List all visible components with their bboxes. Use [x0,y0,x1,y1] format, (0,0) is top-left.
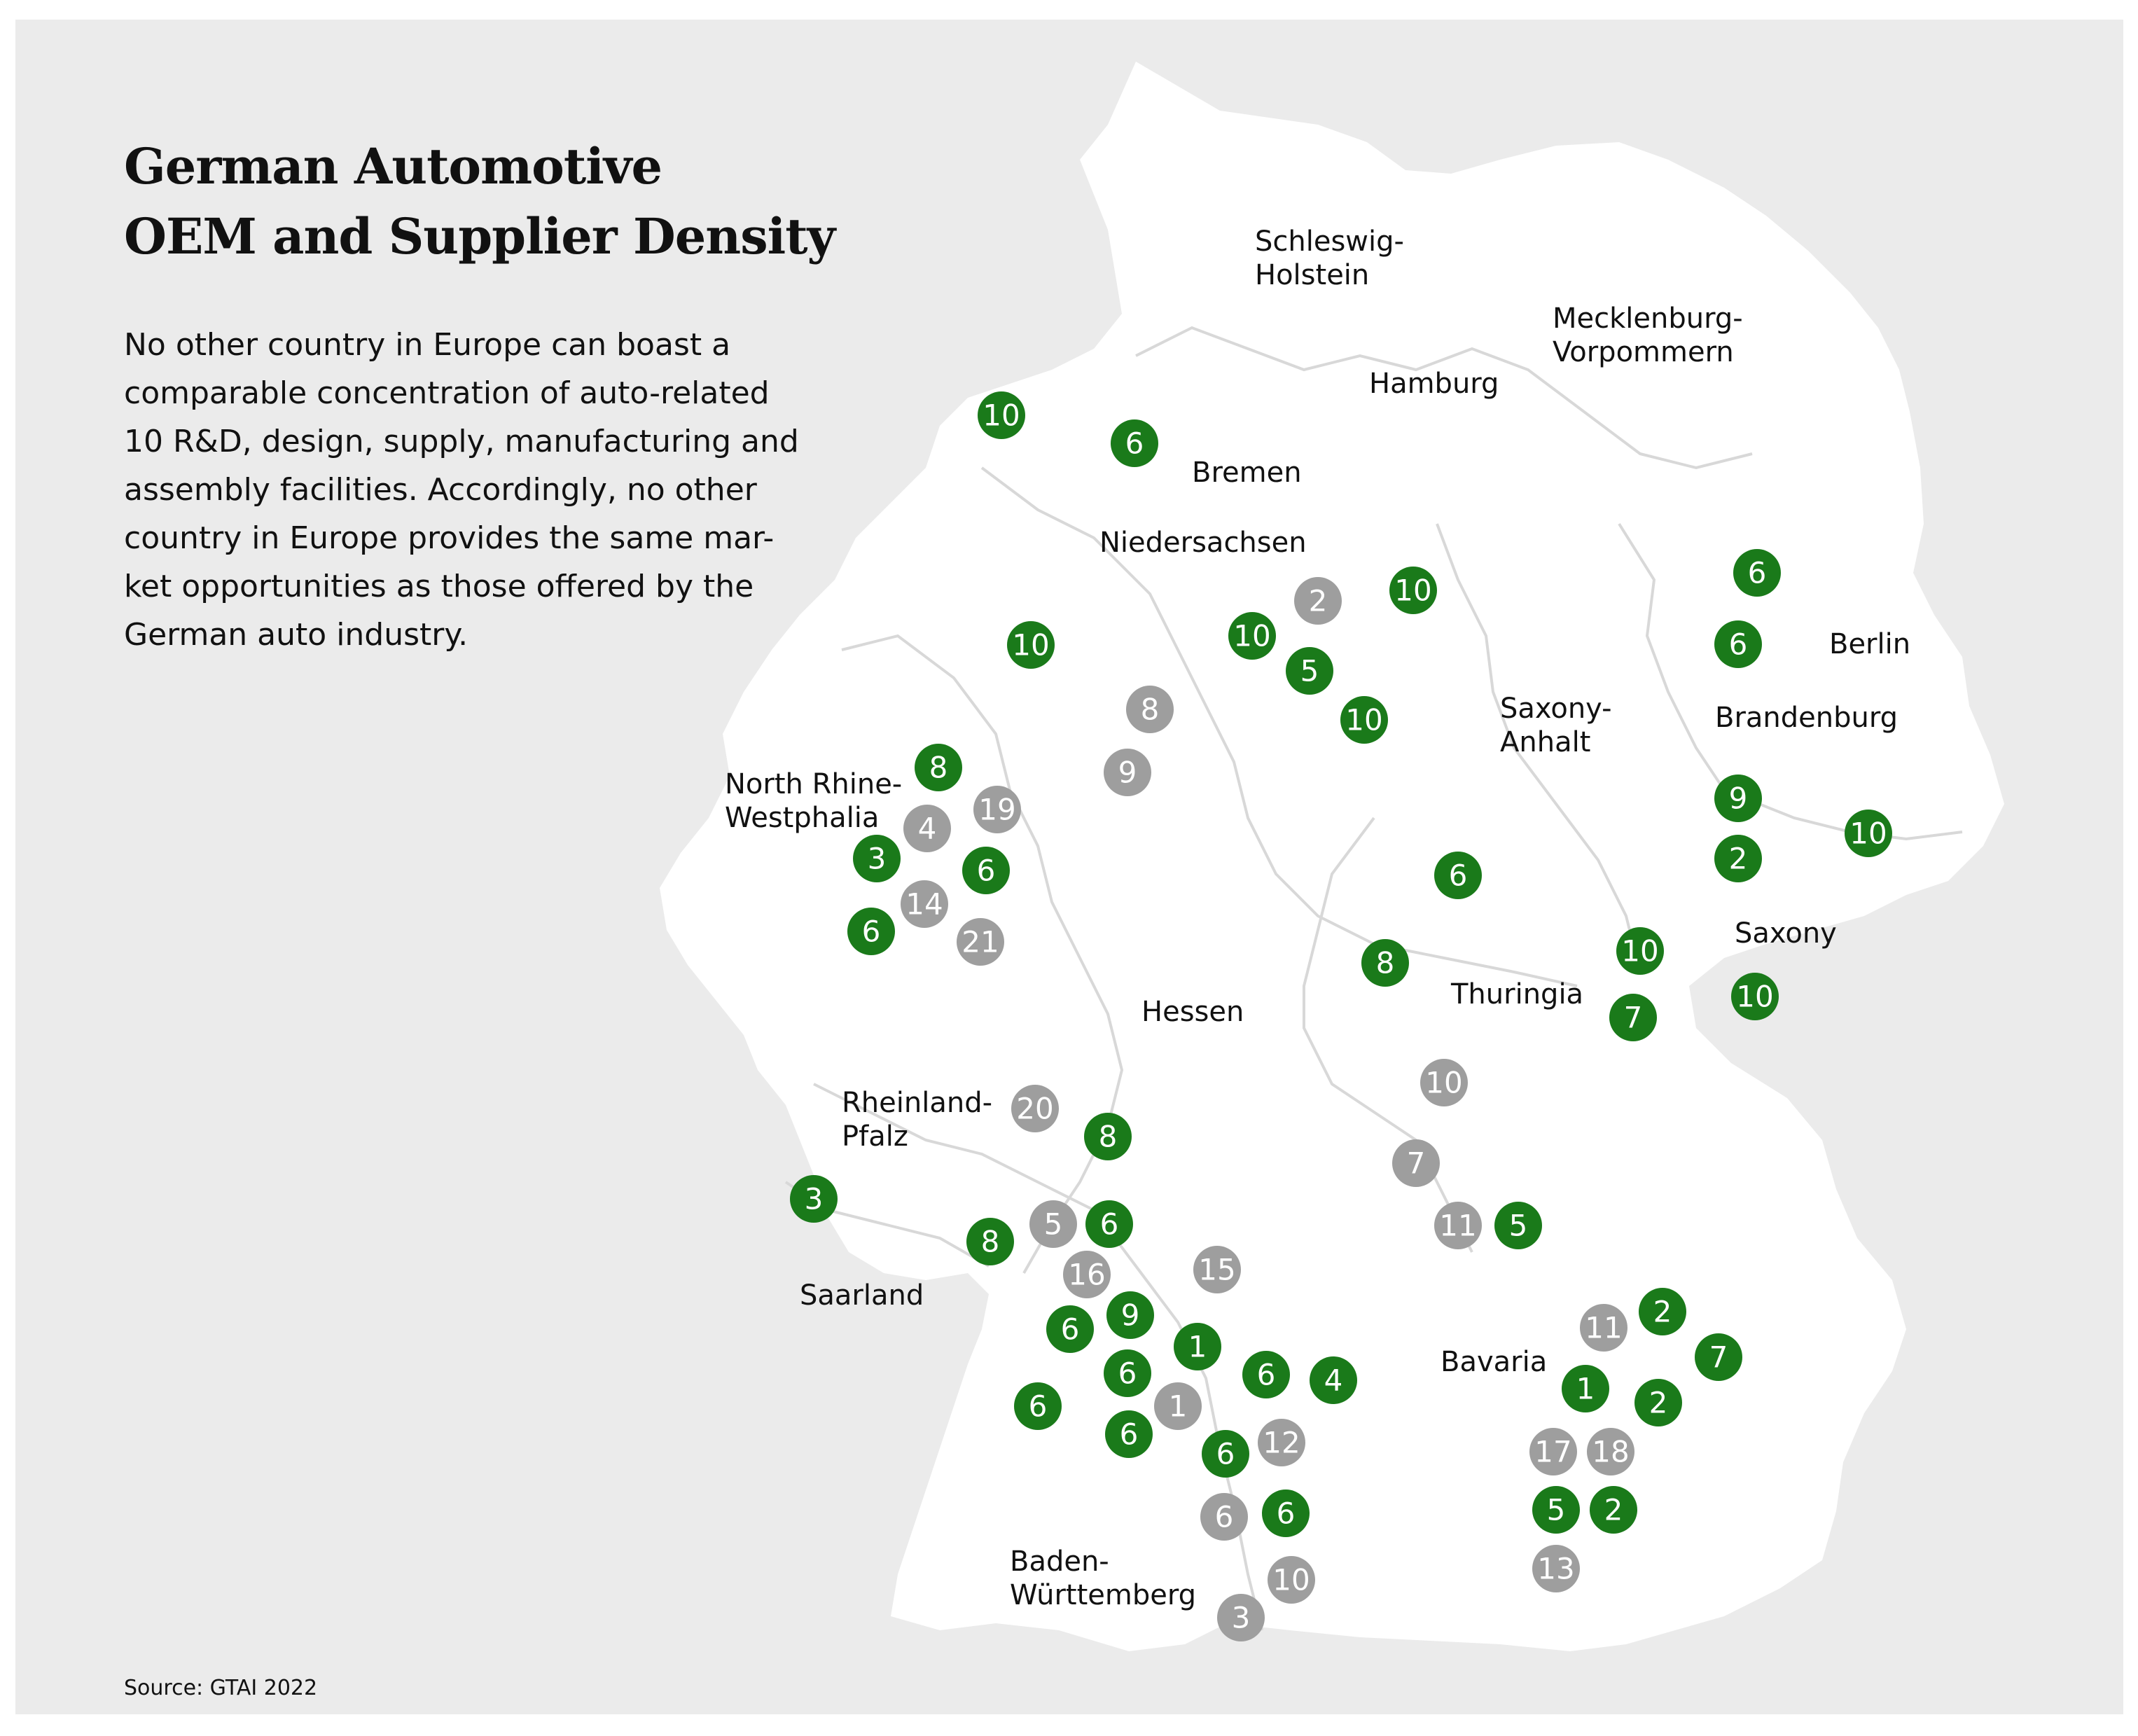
infographic-frame [15,20,2123,1714]
state-label [1099,527,1307,559]
marker-value: 2 [1648,1385,1668,1420]
oem-marker [1085,1200,1133,1248]
marker-value: 10 [1272,1562,1310,1597]
supplier-marker [1154,1382,1202,1430]
marker-value: 18 [1592,1434,1630,1469]
marker-value: 6 [1448,858,1468,893]
marker-value: 2 [1653,1294,1672,1329]
supplier-marker [1258,1419,1305,1466]
supplier-marker [957,918,1004,966]
oem-marker [1104,1349,1151,1397]
oem-marker [1714,775,1762,822]
marker-value: 10 [983,398,1020,433]
marker-value: 8 [980,1224,1000,1259]
state-label [1829,628,1910,660]
state-label [1450,978,1583,1011]
marker-value: 5 [1546,1492,1566,1527]
description-text [124,321,838,659]
marker-value: 2 [1308,583,1328,618]
marker-value: 6 [1028,1389,1048,1424]
oem-marker [1562,1365,1609,1412]
marker-value: 10 [1621,933,1659,968]
marker-value: 6 [1119,1417,1139,1452]
title-line: German Automotive [124,137,662,195]
marker-value: 13 [1537,1551,1575,1586]
state-label-line: Rheinland- [842,1087,993,1119]
state-label [1141,996,1244,1028]
state-label-line: Saxony [1735,917,1837,950]
supplier-marker [1200,1493,1248,1541]
oem-marker [1174,1323,1221,1370]
marker-value: 6 [1728,627,1748,662]
supplier-marker [1587,1428,1634,1475]
state-label-line: Thuringia [1451,978,1584,1011]
oem-marker [1609,994,1657,1041]
state-label-line: Westphalia [725,802,880,834]
oem-marker [1106,1291,1154,1339]
supplier-marker [1392,1139,1440,1187]
marker-value: 4 [1324,1363,1343,1398]
oem-marker [1111,419,1158,467]
marker-value: 9 [1120,1298,1140,1333]
oem-marker [1714,835,1762,882]
oem-marker [1845,810,1892,857]
supplier-marker [1126,686,1174,733]
oem-marker [1202,1430,1249,1478]
oem-marker [962,847,1010,894]
supplier-marker [1268,1556,1315,1604]
state-label-line: Berlin [1829,628,1911,660]
supplier-marker [1420,1059,1468,1106]
oem-marker [1310,1356,1357,1404]
oem-marker [978,391,1025,439]
state-label [1735,917,1837,950]
oem-marker [847,908,895,955]
supplier-marker [1193,1246,1241,1293]
supplier-marker [1580,1304,1627,1352]
oem-marker [1494,1202,1542,1249]
state-label-line: North Rhine- [725,768,903,800]
marker-value: 19 [978,792,1016,827]
marker-value: 7 [1709,1340,1728,1375]
oem-marker [1105,1410,1153,1458]
marker-value: 7 [1623,1000,1643,1035]
supplier-marker [1217,1594,1265,1641]
supplier-marker [1434,1202,1482,1249]
supplier-marker [1532,1545,1580,1592]
supplier-marker [901,880,948,928]
supplier-marker [903,805,951,852]
state-label-line: Hessen [1141,996,1244,1028]
state-label-line: Brandenburg [1715,702,1898,734]
oem-marker [1286,647,1333,695]
oem-marker [790,1175,838,1223]
marker-value: 8 [1098,1119,1118,1154]
marker-value: 5 [1043,1207,1063,1242]
state-label-line: Mecklenburg- [1553,303,1743,335]
description-line: country in Europe provides the same mar- [124,520,775,556]
marker-value: 5 [1508,1208,1528,1243]
marker-value: 15 [1198,1252,1236,1287]
source-note: Source: GTAI 2022 [124,1676,318,1700]
marker-value: 10 [1736,979,1774,1014]
marker-value: 1 [1168,1389,1188,1424]
page-title [124,132,835,272]
description-line: assembly facilities. Accordingly, no other [124,472,757,508]
state-label-line: Pfalz [842,1120,908,1153]
marker-value: 6 [1256,1357,1276,1392]
title-line: OEM and Supplier Density [124,207,835,265]
state-label-line: Saxony- [1500,693,1612,725]
marker-value: 2 [1728,841,1748,876]
marker-value: 10 [1345,702,1383,737]
marker-value: 10 [1425,1065,1463,1100]
marker-value: 10 [1394,573,1432,608]
state-label-line: Holstein [1255,259,1370,291]
description-line: 10 R&D, design, supply, manufacturing and [124,424,799,459]
marker-value: 20 [1016,1091,1054,1126]
state-label-line: Bremen [1192,457,1302,489]
marker-value: 6 [1216,1436,1235,1471]
oem-marker [1007,621,1055,669]
supplier-marker [1029,1200,1077,1248]
marker-value: 3 [1231,1600,1251,1635]
marker-value: 10 [1849,816,1887,851]
oem-marker [1590,1486,1637,1534]
state-label [1715,702,1898,734]
supplier-marker [1011,1085,1059,1132]
marker-value: 11 [1439,1208,1477,1243]
state-label-line: Niedersachsen [1099,527,1307,559]
state-label-line: Anhalt [1500,726,1591,758]
oem-marker [1084,1113,1132,1160]
description-line: ket opportunities as those offered by the [124,569,754,604]
oem-marker [1639,1288,1686,1335]
state-label-line: Baden- [1010,1546,1109,1578]
marker-value: 4 [917,811,937,846]
supplier-marker [1294,577,1342,625]
supplier-marker [973,786,1021,833]
supplier-marker [1529,1428,1577,1475]
marker-value: 9 [1118,755,1137,790]
oem-marker [1616,927,1664,975]
marker-value: 6 [1118,1356,1137,1391]
marker-value: 1 [1188,1329,1207,1364]
marker-value: 10 [1012,627,1050,662]
oem-marker [1340,696,1388,744]
marker-value: 6 [861,914,881,949]
marker-value: 17 [1534,1434,1572,1469]
marker-value: 6 [976,853,996,888]
oem-marker [1434,852,1482,899]
marker-value: 7 [1406,1146,1426,1181]
marker-value: 11 [1585,1310,1623,1345]
state-label-line: Saarland [800,1279,924,1312]
marker-value: 6 [1276,1496,1296,1531]
oem-marker [1532,1486,1580,1534]
state-label [1369,368,1499,400]
description-line: comparable concentration of auto-related [124,375,770,411]
supplier-marker [1104,749,1151,796]
oem-marker [1389,567,1437,614]
marker-value: 16 [1068,1257,1106,1292]
oem-marker [1731,973,1779,1020]
marker-value: 10 [1233,618,1271,653]
marker-value: 8 [1140,692,1160,727]
marker-value: 8 [1375,945,1395,980]
oem-marker [1733,549,1781,597]
marker-value: 6 [1125,426,1144,461]
oem-marker [966,1218,1014,1265]
marker-value: 2 [1604,1492,1623,1527]
marker-value: 6 [1060,1312,1080,1347]
marker-value: 6 [1099,1207,1119,1242]
marker-value: 3 [804,1181,824,1216]
marker-value: 6 [1214,1499,1234,1534]
oem-marker [1361,939,1409,987]
state-label-line: Vorpommern [1553,336,1734,368]
oem-marker [1634,1379,1682,1426]
oem-marker [1014,1382,1062,1430]
state-label-line: Schleswig- [1255,225,1404,258]
oem-marker [915,744,962,791]
germany-map [15,20,2123,1714]
description-line: German auto industry. [124,617,468,653]
marker-value: 6 [1747,555,1767,590]
marker-value: 5 [1300,653,1319,688]
state-label-line: Hamburg [1369,368,1499,400]
oem-marker [1228,612,1276,660]
supplier-marker [1063,1251,1111,1298]
marker-value: 12 [1263,1425,1300,1460]
marker-value: 9 [1728,781,1748,816]
oem-marker [1242,1351,1290,1398]
marker-value: 3 [867,841,887,876]
state-label-line: Bavaria [1441,1346,1548,1378]
oem-marker [853,835,901,882]
oem-marker [1695,1333,1742,1381]
state-label-line: Württemberg [1010,1579,1196,1611]
marker-value: 21 [962,924,999,959]
oem-marker [1714,620,1762,668]
oem-marker [1046,1305,1094,1353]
oem-marker [1262,1490,1310,1537]
marker-value: 14 [905,887,943,922]
state-label [1192,457,1302,489]
state-label [1441,1346,1547,1378]
state-label [800,1279,924,1312]
description-line: No other country in Europe can boast a [124,327,731,363]
marker-value: 8 [929,750,948,785]
marker-value: 1 [1576,1371,1595,1406]
